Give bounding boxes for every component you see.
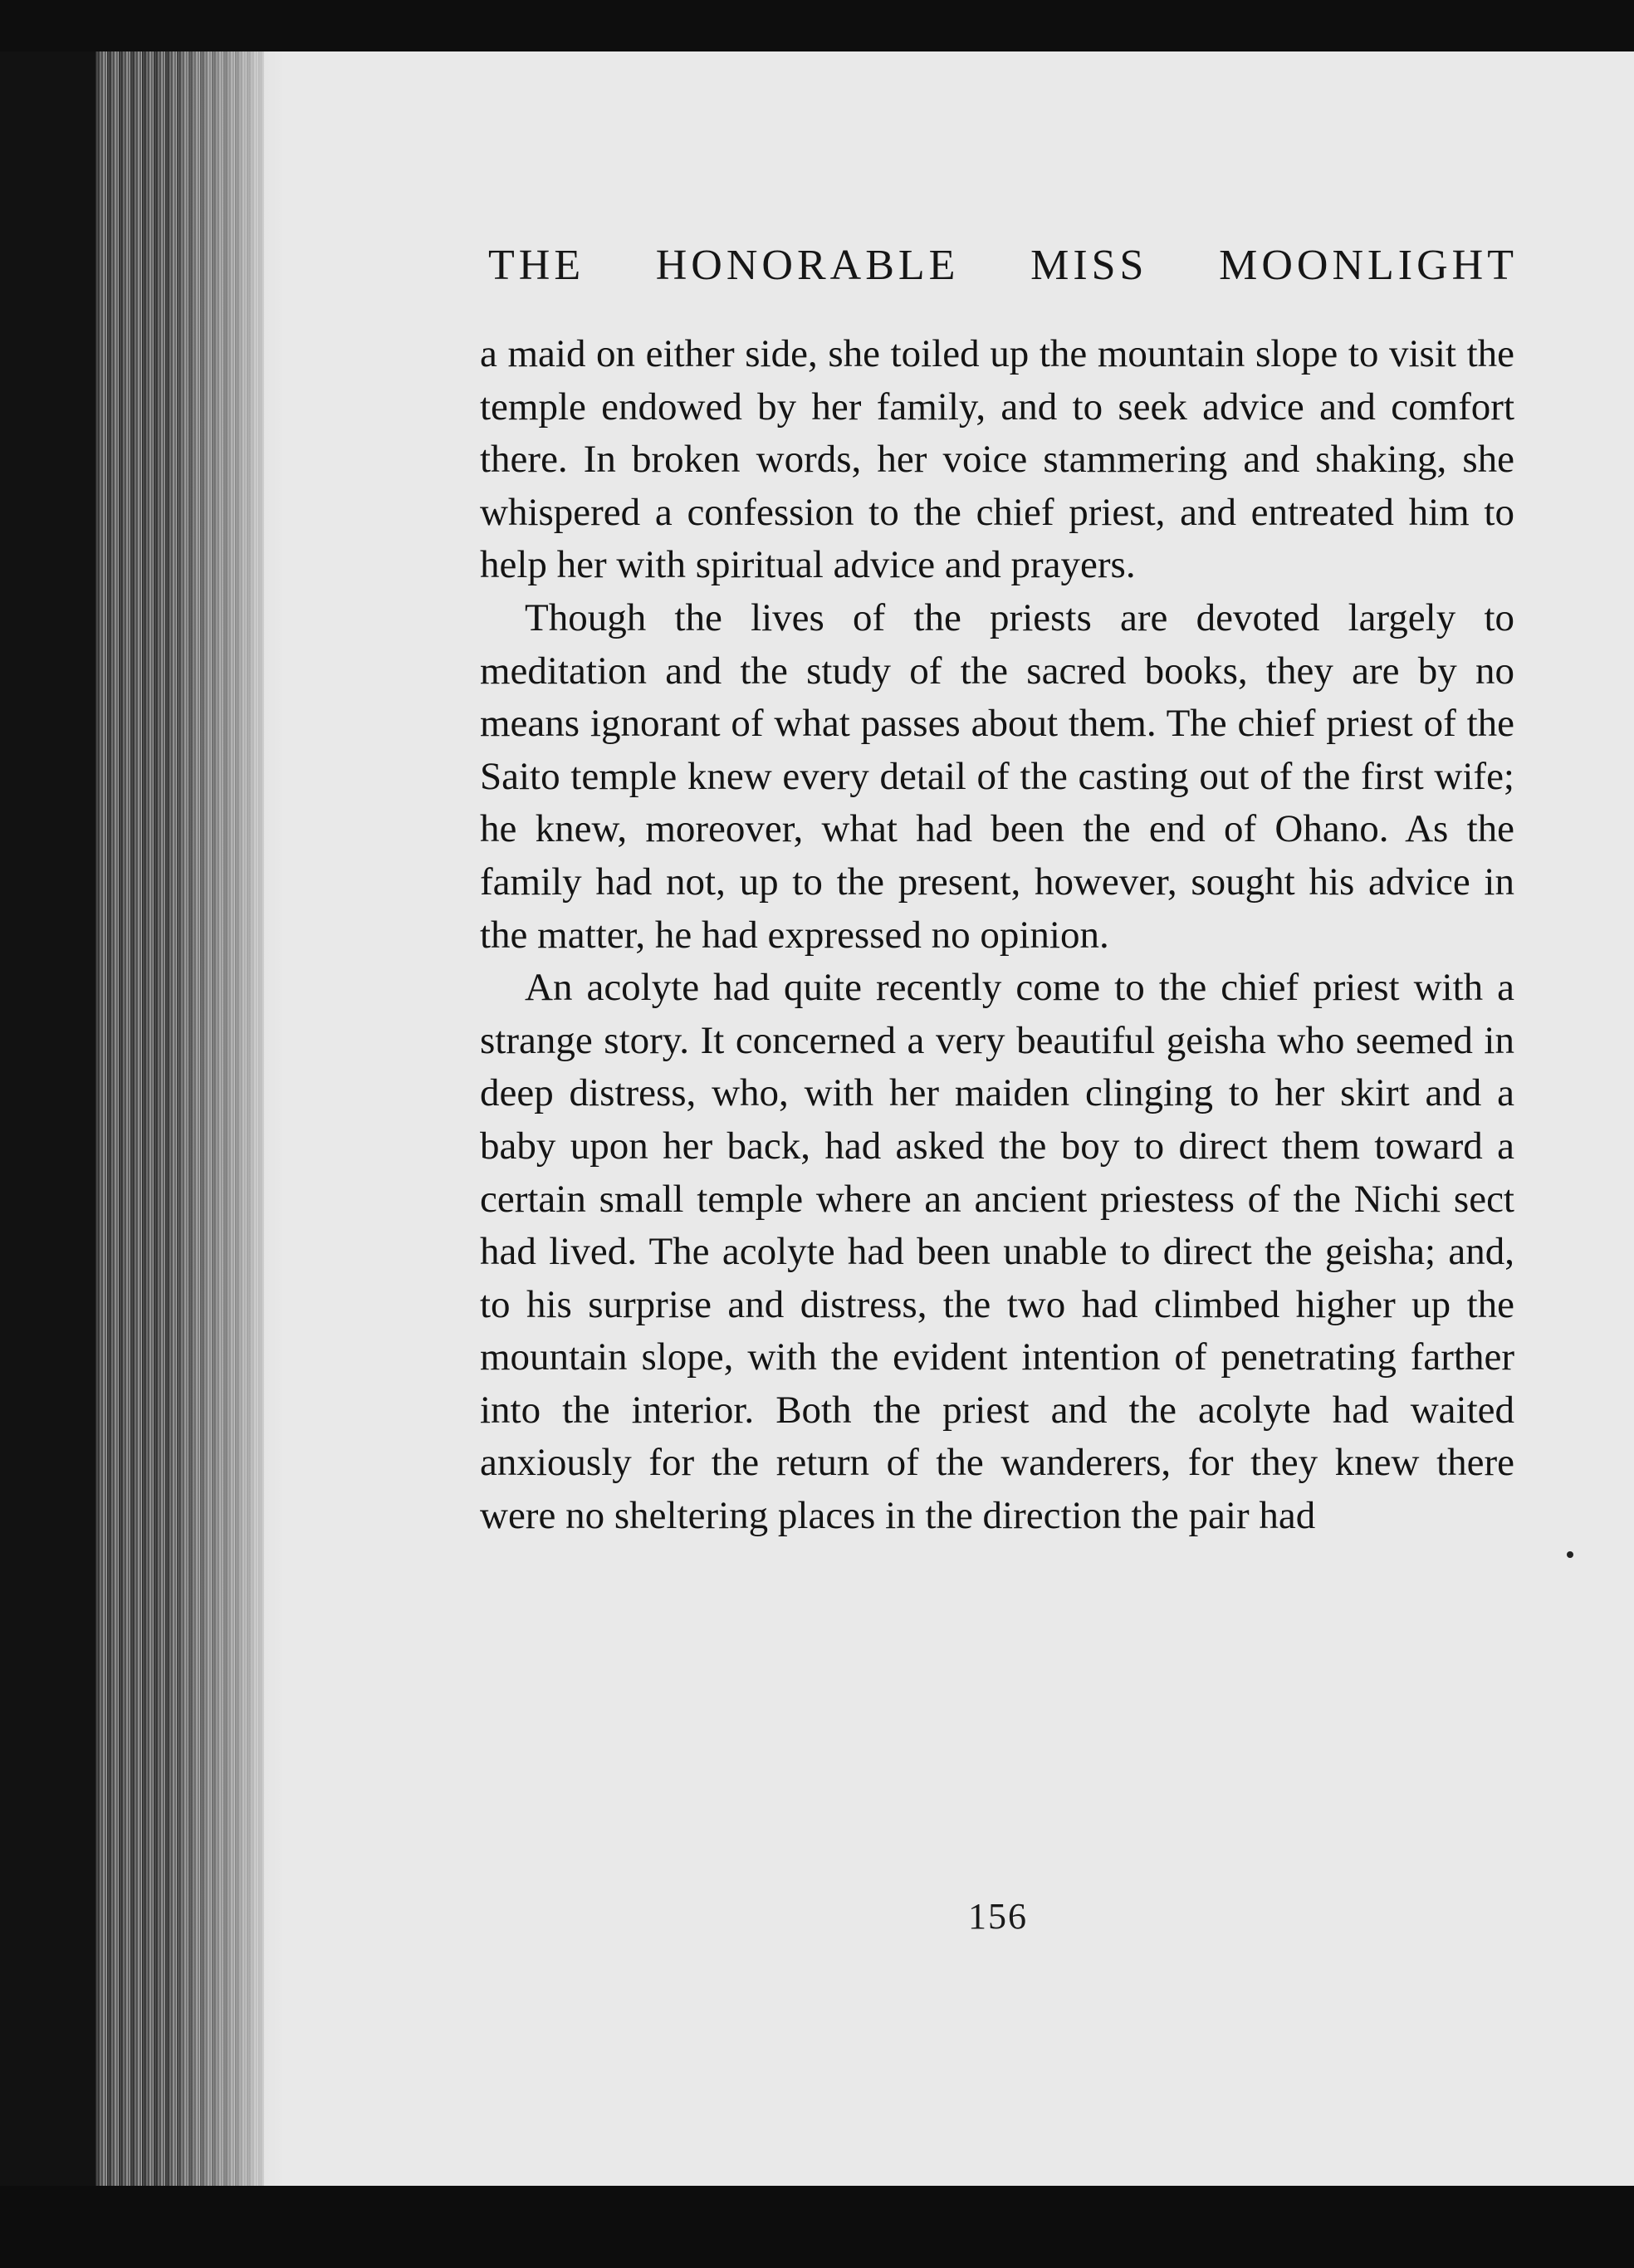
paragraph-3: An acolyte had quite recently come to the chief priest with a strange story. It concerned a very beautiful geisha who seemed in deep distress, who, with her maiden clinging to her skirt and a baby upon her back, had asked the boy to direct them toward a certain small temple where an ancient priestess of the Nichi sect had lived. The acolyte had been unable to direct the geisha; and, to his surprise and distress, the two had climbed higher up the mountain slope, with the evident intention of penetrating farther into the interior. Both the priest and the acolyte had waited anxiously for the return of the wanderers, for they knew there were no sheltering places in the direction the pair had xyxy=(480,966,1514,1538)
page-edge-shadow xyxy=(166,51,282,2186)
page-number: 156 xyxy=(968,1896,1028,1937)
scanner-top-border xyxy=(0,0,1634,51)
body-text xyxy=(480,328,1514,1543)
paragraph-2: Though the lives of the priests are devoted largely to meditation and the study of the sacred books, they are by no means ignorant of what passes about them. The chief priest of the Saito temple knew every detail of the casting out of the first wife; he knew, moreover, what had been the end of Ohano. As the family had not, up to the present, however, sought his advice in the matter, he had expressed no opinion. xyxy=(480,595,1514,957)
paragraph-1: a maid on either side, she toiled up the mountain slope to visit the temple endowed by her family, and to seek advice and comfort there. In broken words, her voice stammering and shaking, she whispered a confession to the chief priest, and entreated him to help her with spiritual advice and prayers. xyxy=(480,332,1514,587)
scan-speck xyxy=(1567,1551,1573,1558)
running-head: THE HONORABLE MISS MOONLIGHT xyxy=(488,242,1518,289)
scanner-bottom-border xyxy=(0,2186,1634,2268)
